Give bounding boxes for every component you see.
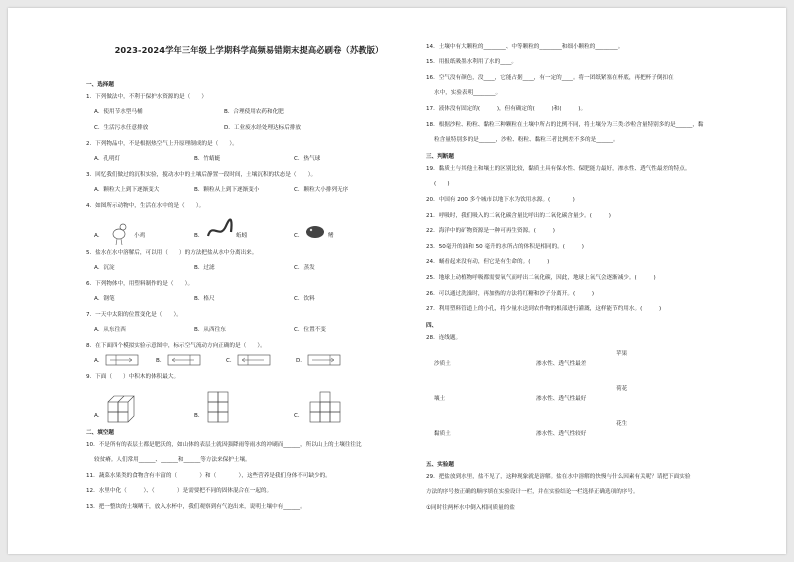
question-3: 3．回忆我们做过的沉积实验，搅动水中的土壤后静置一段时间，土壤沉积的状态是（ ）。 <box>86 172 317 178</box>
section-heading: 三、判断题 <box>426 154 454 160</box>
option-8c: C． <box>226 358 236 364</box>
section-heading: 一、选择题 <box>86 82 114 88</box>
plant-2: 荷花 <box>616 386 628 392</box>
option-5b: B．过滤 <box>194 265 215 271</box>
question-10-cont: 较贫瘠。人们常用______、______和______等方法来保护土壤。 <box>94 457 251 463</box>
answer-paren-19: ( ) <box>434 181 450 187</box>
option-4c: C． <box>294 233 304 239</box>
option-4a: A． <box>94 233 104 239</box>
option-8a: A． <box>94 358 104 364</box>
option-7c: C．位置不变 <box>294 327 326 333</box>
question-9: 9．下面（ ）中积木的体积最大。 <box>86 374 180 380</box>
fish-image <box>304 223 326 241</box>
question-27: 27．利用塑料管道上的小孔，将少量水送到农作物的根部进行灌溉，这样能节约用水。( ) <box>426 306 662 312</box>
question-13: 13．把一整块的土壤晒干，放入水杯中，我们观察到有气泡出来，说明土壤中有______。 <box>86 504 306 510</box>
option-4c-text: 鳍 <box>328 233 334 239</box>
option-1a: A．使用节水型马桶 <box>94 109 143 115</box>
option-7a: A．从东往西 <box>94 327 126 333</box>
option-6a: A．钢笔 <box>94 296 115 302</box>
question-7: 7．一天中太阳的位置变化是（ ）。 <box>86 312 182 318</box>
question-19: 19．黏质土与其他土和壤土的区别比较，黏质土具有保水性、保肥能力最好，渗水性、透气性最差的特点。 <box>426 166 691 172</box>
option-2b: B．竹蜻蜓 <box>194 156 221 162</box>
question-18: 18．根据沙粒、粉粒、黏粒三种颗粒在土壤中所占的比例不同，将土壤分为三类:沙粒含量特别多的是______，黏 <box>426 122 704 128</box>
soil-property-3: 渗水性、透气性较好 <box>536 431 587 437</box>
air-box-diagram-a <box>104 353 140 367</box>
question-15: 15．用报纸吸墨水利用了水的____。 <box>426 59 518 65</box>
option-4b: B． <box>194 233 204 239</box>
soil-type-loam: 壤土 <box>434 396 446 402</box>
section-heading: 五、实验题 <box>426 462 454 468</box>
question-10: 10．不是所有的表层土都是肥沃的，如山体的表层土就因强降雨等雨水的冲刷而______，所以山上的土壤往往比 <box>86 442 362 448</box>
question-12: 12．水里中化（ ）、（ ）是需要把不同的固体混合在一起的。 <box>86 488 273 494</box>
air-box-diagram-b <box>166 353 202 367</box>
question-20: 20．中国有 200 多个城市以地下水为饮用水源。( ) <box>426 197 575 203</box>
document-page <box>8 8 786 554</box>
question-28: 28．连线题。 <box>426 335 462 341</box>
question-29-cont: 方法的序号按正确的顺序填在实验设计一栏，并在实验结论一栏选择正确选项的序号。 <box>426 489 639 495</box>
question-14: 14．土壤中有大颗粒的________、中等颗粒的________和细小颗粒的________。 <box>426 44 624 50</box>
question-21: 21．呼吸时，我们吸入的二氧化碳含量比呼出的二氧化碳含量少。( ) <box>426 213 611 219</box>
cube-blocks-c <box>306 390 348 424</box>
option-5a: A．沉淀 <box>94 265 115 271</box>
option-4b-text: 蚯蚓 <box>236 233 248 239</box>
chick-image <box>106 220 132 246</box>
option-4a-text: 小鸡 <box>134 233 146 239</box>
question-8: 8．在下面四个模拟实验示意图中，标示空气流动方向正确的是（ ）。 <box>86 343 266 349</box>
soil-type-sandy: 沙质土 <box>434 361 451 367</box>
experiment-step-1: ①同时往两杯水中倒入相同质量的盐 <box>426 505 515 511</box>
question-17: 17．液体没有固定的( )，但有确定的( )和( )。 <box>426 106 587 112</box>
option-6b: B．格尺 <box>194 296 215 302</box>
option-3b: B．颗粒从上到下逐渐变小 <box>194 187 260 193</box>
option-5c: C．蒸发 <box>294 265 315 271</box>
question-23: 23．50毫升的油和 50 毫升的水所占的体积是相同的。( ) <box>426 244 584 250</box>
question-1: 1．下列做法中，不利于保护水资源的是（ ） <box>86 94 208 100</box>
option-2a: A．孔明灯 <box>94 156 121 162</box>
option-8b: B． <box>156 358 166 364</box>
soil-property-2: 渗水性、透气性最好 <box>536 396 587 402</box>
option-1c: C．生活污水任意排放 <box>94 125 149 131</box>
plant-1: 苹果 <box>616 351 628 357</box>
cube-blocks-b <box>206 390 242 424</box>
question-11: 11．蔬菜水果类的食物含有丰富的（ ）和（ ），这些营养是我们身体不可缺少的。 <box>86 473 331 479</box>
air-box-diagram-d <box>306 353 342 367</box>
question-25: 25．地球上动植物呼吸都需要氧气而呼出二氧化碳，因此，地球上氧气会逐渐减少。( ) <box>426 275 656 281</box>
option-8d: D． <box>296 358 306 364</box>
section-heading: 四、 <box>426 323 438 329</box>
question-22: 22．海洋中的矿物资源是一种可再生资源。( ) <box>426 228 555 234</box>
question-18-cont: 粒含量特别多的是______，沙粒、粉粒、黏粒三者比例差不多的是______。 <box>434 137 619 143</box>
option-1b: B．合理使用农药和化肥 <box>224 109 284 115</box>
question-29: 29．把盐放到水里，盐不见了，这种现象就是溶解。盐在水中溶解的快慢与什么因素有关呢？请把下面实验 <box>426 474 691 480</box>
question-16: 16．空气没有颜色，没____，它能占据____，有一定的____。将一团纸紧塞在杯底，再把杯子倒扣在 <box>426 75 674 81</box>
question-6: 6．下列物体中，用塑料制作的是（ ）。 <box>86 281 194 287</box>
soil-property-1: 渗水性、透气性最差 <box>536 361 587 367</box>
question-24: 24．蛹看起来没有动，但它是有生命的。( ) <box>426 259 550 265</box>
option-3c: C．颗粒大小排列无序 <box>294 187 349 193</box>
air-box-diagram-c <box>236 353 272 367</box>
option-1d: D．工业废水经处理达标后排放 <box>224 125 302 131</box>
option-3a: A．颗粒大上到下逐渐变大 <box>94 187 160 193</box>
soil-type-clay: 黏质土 <box>434 431 451 437</box>
cube-blocks-a <box>106 390 142 424</box>
option-7b: B．从西往东 <box>194 327 226 333</box>
section-heading: 二、填空题 <box>86 430 114 436</box>
question-4: 4．如图所示动物中，生活在水中的是（ ）。 <box>86 203 205 209</box>
option-2c: C．热气球 <box>294 156 321 162</box>
question-16-cont: 水中，实验表明________。 <box>434 90 502 96</box>
question-26: 26．可以通过洗澡时，再加热的方法将红糖和沙子分离开。( ) <box>426 291 595 297</box>
question-2: 2．下列物品中，不是根据热空气上升原理制成的是（ ）。 <box>86 141 238 147</box>
question-5: 5．盐水在水中溶解后，可以用（ ）的方法把盐从水中分离出来。 <box>86 250 258 256</box>
plant-3: 花生 <box>616 421 628 427</box>
earthworm-image <box>204 218 234 242</box>
option-9a: A． <box>94 413 104 419</box>
option-9b: B． <box>194 413 204 419</box>
option-9c: C． <box>294 413 304 419</box>
page-title: 2023-2024学年三年级上学期科学高频易错期末提高必刷卷（苏教版） <box>114 45 384 55</box>
option-6c: C．饮料 <box>294 296 315 302</box>
